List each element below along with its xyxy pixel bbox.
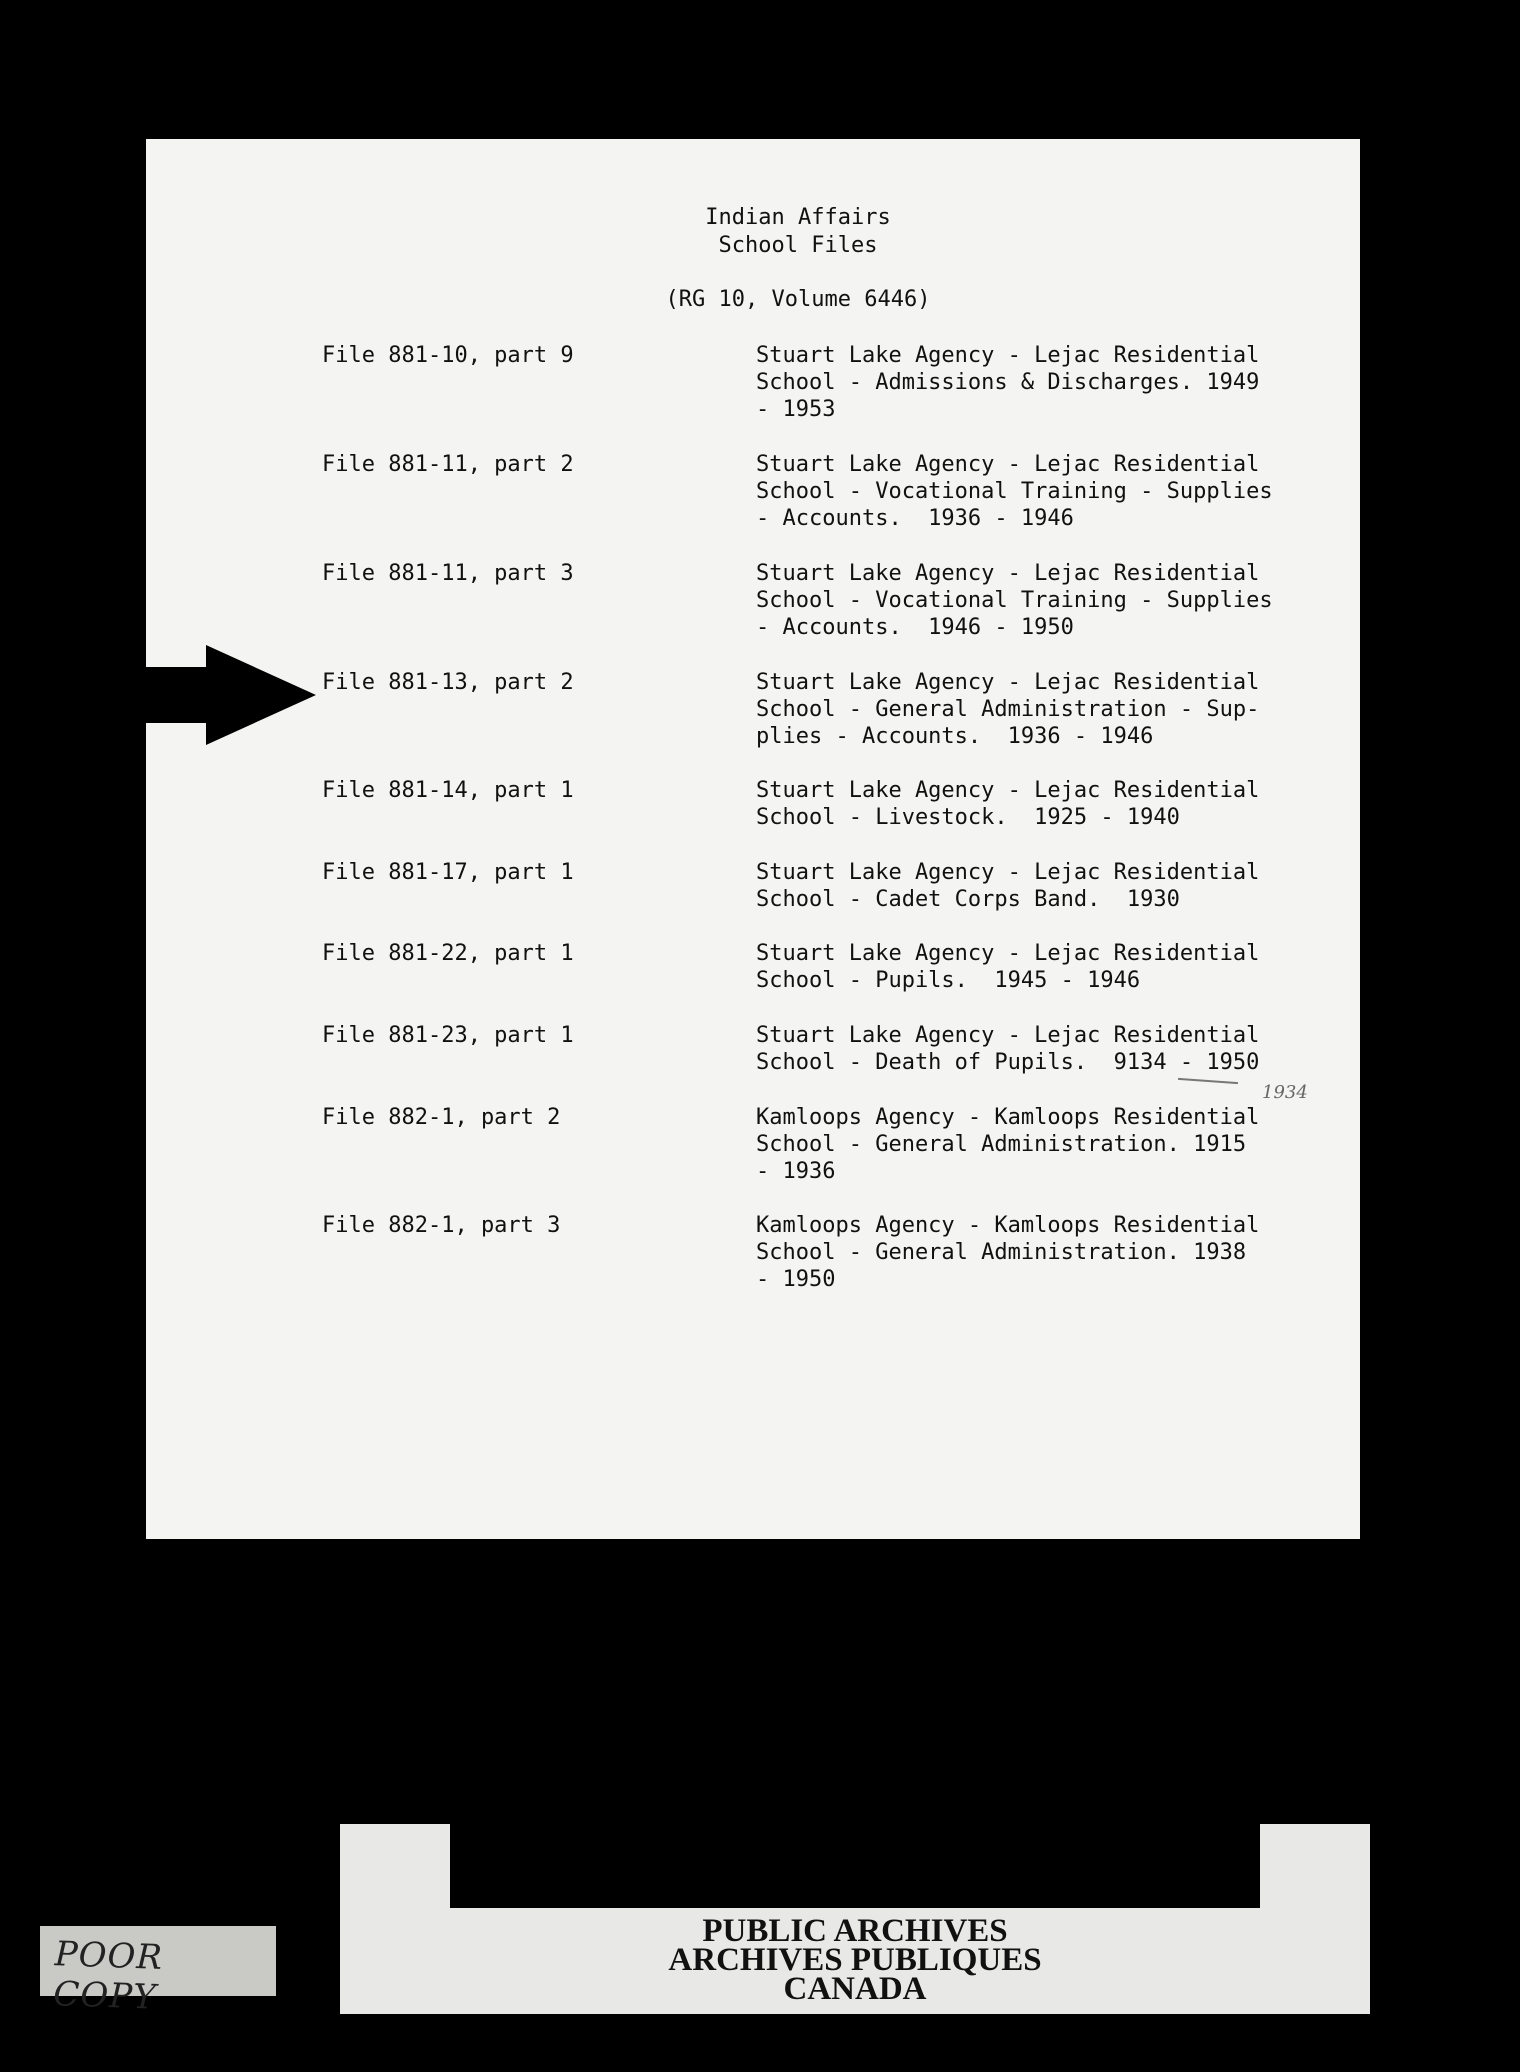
header-title: Indian Affairs — [705, 205, 891, 230]
file-description: Stuart Lake Agency - Lejac Residential School - Livestock. 1925 - 1940 — [756, 778, 1260, 830]
file-number: File 882-1, part 3 — [322, 1213, 561, 1238]
file-description: Stuart Lake Agency - Lejac Residential School - General Administration - Sup- plies - Accounts. 1936 - 1946 — [756, 670, 1260, 749]
poor-copy-stamp — [40, 1926, 276, 2018]
label-notch — [450, 1824, 1260, 1908]
file-description: Stuart Lake Agency - Lejac Residential School - Admissions & Discharges. 1949 - 1953 — [756, 343, 1260, 422]
file-description: Stuart Lake Agency - Lejac Residential School - Death of Pupils. 9134 - 1950 — [756, 1023, 1260, 1075]
file-description: Stuart Lake Agency - Lejac Residential School - Vocational Training - Supplies - Accounts. 1946 - 1950 — [756, 561, 1273, 640]
file-number: File 881-13, part 2 — [322, 670, 574, 695]
stamp-text: POOR COPY — [52, 1934, 164, 2018]
file-number: File 881-22, part 1 — [322, 941, 574, 966]
file-number: File 881-11, part 3 — [322, 561, 574, 586]
file-description: Stuart Lake Agency - Lejac Residential School - Vocational Training - Supplies - Accounts. 1936 - 1946 — [756, 452, 1273, 531]
file-description: Stuart Lake Agency - Lejac Residential School - Pupils. 1945 - 1946 — [756, 941, 1260, 993]
archive-label — [340, 1824, 1370, 2014]
handwritten-note: 1934 — [1262, 1082, 1308, 1103]
archive-label-line1: PUBLIC ARCHIVES — [702, 1913, 1008, 1949]
file-number: File 881-23, part 1 — [322, 1023, 574, 1048]
file-description: Stuart Lake Agency - Lejac Residential School - Cadet Corps Band. 1930 — [756, 860, 1260, 912]
file-number: File 882-1, part 2 — [322, 1105, 561, 1130]
file-number: File 881-14, part 1 — [322, 778, 574, 803]
file-number: File 881-11, part 2 — [322, 452, 574, 477]
archive-label-line3: CANADA — [783, 1971, 927, 2007]
pointer-arrow-icon — [146, 645, 316, 745]
archive-label-line2: ARCHIVES PUBLIQUES — [668, 1942, 1042, 1978]
header-volume: (RG 10, Volume 6446) — [665, 287, 931, 312]
header-subtitle: School Files — [718, 233, 878, 258]
file-number: File 881-10, part 9 — [322, 343, 574, 368]
document-page — [146, 139, 1360, 1539]
file-description: Kamloops Agency - Kamloops Residential School - General Administration. 1915 - 1936 — [756, 1105, 1260, 1184]
file-number: File 881-17, part 1 — [322, 860, 574, 885]
file-description: Kamloops Agency - Kamloops Residential School - General Administration. 1938 - 1950 — [756, 1213, 1260, 1292]
